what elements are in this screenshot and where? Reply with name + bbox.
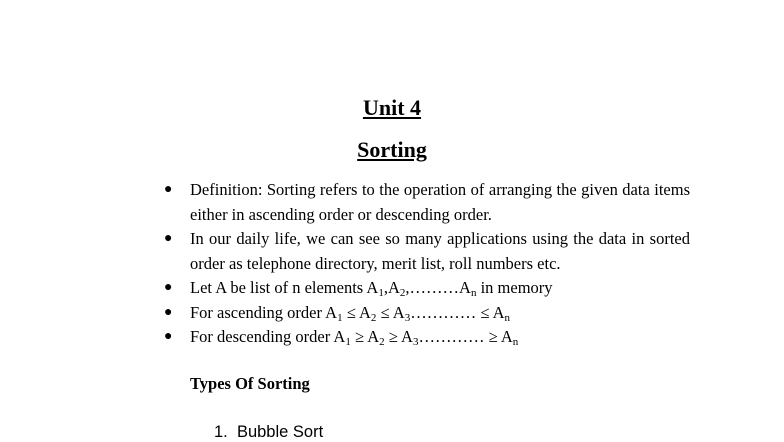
sort-list-item: [214, 423, 323, 442]
bullet-list-definition: [162, 276, 690, 301]
bullet-icon: ●: [164, 231, 173, 246]
bullet-text: Definition: Sorting refers to the operation of arranging the given data items either in ascending order or descending order.: [190, 180, 690, 224]
list-label: Bubble Sort: [236, 423, 324, 441]
bullet-text: In our daily life, we can see so many applications using the data in sorted order as telephone directory, merit list, roll numbers etc.: [190, 229, 690, 273]
bullet-descending: [162, 325, 690, 350]
bullet-ascending: [162, 301, 690, 326]
bullet-text: For descending order $A_1 \ge A_2$ ≥ $A_3\dots\dots\dots\dots \ge A_n$: [190, 327, 519, 348]
list-number: 1.: [214, 423, 228, 441]
types-heading: Types Of Sorting: [190, 374, 310, 393]
page-title: Sorting: [357, 137, 427, 162]
bullet-icon: ●: [164, 182, 173, 197]
bullet-icon: ●: [164, 280, 173, 295]
bullet-list: [162, 178, 690, 350]
bullet-icon: ●: [164, 329, 173, 344]
bullet-text: Let A be list of n elements $A_1,A_2,\dots\dots\dots A_n$ in memory: [190, 278, 553, 299]
unit-title: Unit 4: [362, 95, 422, 120]
bullet-definition: [162, 178, 690, 227]
bullet-icon: ●: [164, 304, 173, 320]
bullet-text: For ascending order $A_1 \le A_2$ ≤ $A_3\dots\dots\dots\dots \le A_n$: [190, 302, 511, 324]
bullet-daily-life: [162, 227, 690, 276]
